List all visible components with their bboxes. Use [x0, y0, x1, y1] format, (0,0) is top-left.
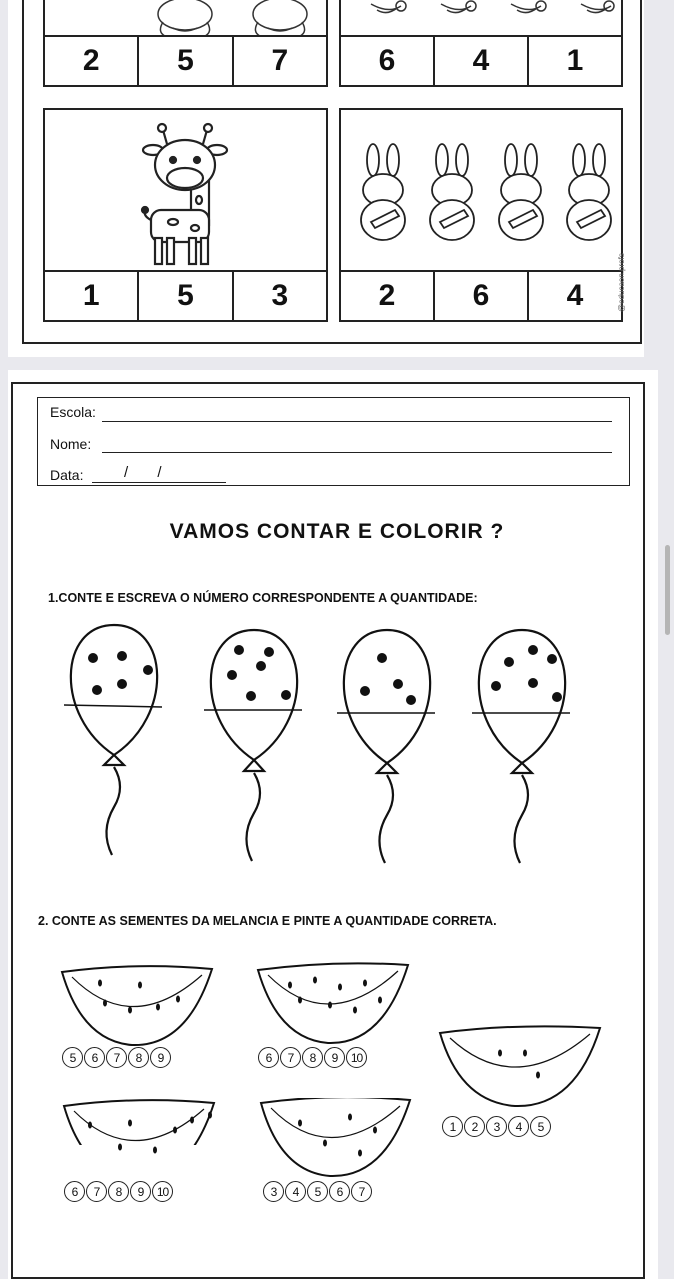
number-circle[interactable]: 8	[302, 1047, 323, 1068]
card-giraffe-numbers	[45, 270, 326, 320]
school-line	[102, 421, 612, 422]
credit-text: @educaon.profs	[617, 253, 626, 312]
question-2: 2. CONTE AS SEMENTES DA MELANCIA E PINTE A QUANTIDADE CORRETA.	[38, 914, 497, 928]
number-option: 7	[232, 37, 326, 85]
number-option: 5	[137, 272, 231, 320]
carrot-illustration	[341, 0, 625, 37]
number-circle[interactable]: 4	[285, 1181, 306, 1202]
card-cows	[43, 0, 328, 87]
number-circle[interactable]: 9	[324, 1047, 345, 1068]
number-circle[interactable]: 5	[307, 1181, 328, 1202]
balloon-2	[204, 630, 302, 861]
number-option: 5	[137, 37, 231, 85]
melon-options-2	[258, 1047, 367, 1068]
number-circle[interactable]: 2	[464, 1116, 485, 1137]
number-option: 2	[378, 279, 396, 312]
number-circle[interactable]: 1	[442, 1116, 463, 1137]
number-circle[interactable]: 3	[263, 1181, 284, 1202]
number-circle[interactable]: 9	[150, 1047, 171, 1068]
number-circle[interactable]: 6	[258, 1047, 279, 1068]
number-option: 3	[232, 272, 326, 320]
number-circle[interactable]: 4	[508, 1116, 529, 1137]
balloons-exercise	[0, 615, 674, 875]
question-1: 1.CONTE E ESCREVA O NÚMERO CORRESPONDENTE A QUANTIDADE:	[48, 591, 478, 605]
melon-options-3	[442, 1116, 551, 1137]
cow-illustration	[45, 0, 330, 37]
number-option: 6	[433, 272, 527, 320]
name-line	[102, 452, 612, 453]
school-label: Escola:	[50, 404, 96, 420]
card-giraffe	[43, 108, 328, 322]
card-rabbits-numbers	[341, 270, 621, 320]
balloon-3	[337, 630, 435, 863]
number-option: 6	[378, 44, 396, 77]
card-cows-numbers	[45, 35, 326, 85]
number-circle[interactable]: 5	[62, 1047, 83, 1068]
number-circle[interactable]: 7	[280, 1047, 301, 1068]
number-circle[interactable]: 8	[128, 1047, 149, 1068]
page-title: VAMOS CONTAR E COLORIR ?	[169, 520, 505, 543]
number-option: 2	[82, 44, 100, 77]
number-option: 4	[527, 272, 621, 320]
number-circle[interactable]: 8	[108, 1181, 129, 1202]
balloon-4	[472, 630, 570, 863]
number-circle[interactable]: 7	[86, 1181, 107, 1202]
date-label: Data:	[50, 467, 84, 483]
rabbits-illustration	[341, 110, 625, 275]
card-rabbits	[339, 108, 623, 322]
number-circle[interactable]: 7	[351, 1181, 372, 1202]
number-option: 1	[82, 279, 100, 312]
number-option: 1	[527, 37, 621, 85]
number-circle[interactable]: 5	[530, 1116, 551, 1137]
number-circle[interactable]: 7	[106, 1047, 127, 1068]
number-option: 4	[433, 37, 527, 85]
card-carrots	[339, 0, 623, 87]
number-circle[interactable]: 9	[130, 1181, 151, 1202]
watermelon-seeds	[0, 955, 674, 1195]
date-slashes: / /	[124, 464, 162, 481]
number-circle[interactable]: 10	[346, 1047, 367, 1068]
number-circle[interactable]: 6	[64, 1181, 85, 1202]
giraffe-illustration	[45, 110, 330, 275]
scrollbar-thumb[interactable]	[665, 545, 670, 635]
number-circle[interactable]: 6	[329, 1181, 350, 1202]
number-circle[interactable]: 6	[84, 1047, 105, 1068]
name-label: Nome:	[50, 436, 92, 452]
melon-options-1	[62, 1047, 171, 1068]
card-carrots-numbers	[341, 35, 621, 85]
melon-options-4	[64, 1181, 173, 1202]
date-line	[92, 482, 226, 483]
number-circle[interactable]: 3	[486, 1116, 507, 1137]
balloon-1	[64, 625, 162, 855]
melon-options-5	[263, 1181, 372, 1202]
number-circle[interactable]: 10	[152, 1181, 173, 1202]
